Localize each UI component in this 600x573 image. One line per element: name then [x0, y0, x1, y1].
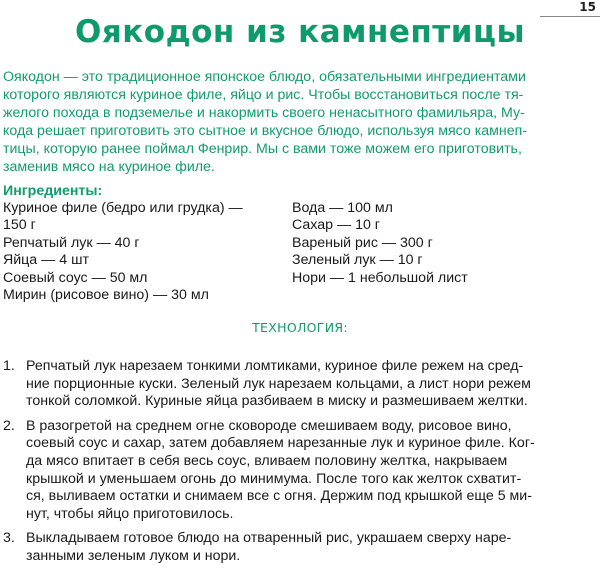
step-text [26, 530, 597, 565]
ingredients-list-left [3, 200, 243, 304]
ingredient-item: Яйца — 4 шт [3, 252, 89, 269]
step-line: занными зеленым луком и нори. [26, 547, 241, 564]
step-line: тонкой соломкой. Куриные яйца разбиваем в миску и размешиваем желтки. [26, 393, 528, 410]
step-line: Репчатый лук нарезаем тонкими ломтиками, куриное филе режем на сред- [26, 358, 524, 374]
intro-paragraph [3, 68, 597, 176]
step-number: 2. [3, 417, 15, 434]
step-item [3, 358, 597, 411]
ingredient-item: Мирин (рисовое вино) — 30 мл [3, 287, 209, 304]
technology-heading: ТЕХНОЛОГИЯ: [252, 320, 348, 335]
step-line: В разогретой на среднем огне сковороде смешиваем воду, рисовое вино, [26, 417, 512, 434]
intro-line: кода решает приготовить это сытное и вкусное блюдо, используя мясо камнеп- [3, 123, 528, 139]
ingredient-item: 150 г [3, 217, 36, 234]
intro-line: желого похода в подземелье и накормить своего ненасытного фамильяра, Му- [3, 105, 525, 121]
ingredient-item: Куриное филе (бедро или грудка) — [3, 200, 243, 216]
intro-line: тицы, которую ранее поймал Фенрир. Мы с вами тоже можем его приготовить, [3, 141, 522, 157]
ingredient-item: Вода — 100 мл [292, 200, 393, 216]
step-line: нут, чтобы яйцо приготовилось. [26, 505, 234, 522]
step-line: ся, выливаем остатки и снимаем все с огня. Держим под крышкой еще 5 ми- [26, 488, 532, 505]
page-title: Оякодон из камнептицы [74, 14, 526, 50]
step-line: Выкладываем готовое блюдо на отваренный рис, украшаем сверху наре- [26, 530, 512, 547]
ingredient-item: Репчатый лук — 40 г [3, 234, 140, 251]
intro-line: которого являются куриное филе, яйцо и рис. Чтобы восстановиться после тя- [3, 87, 524, 103]
page-number: 15 [579, 0, 596, 14]
step-text [26, 358, 597, 411]
intro-line: Оякодон — это традиционное японское блюдо, обязательными ингредиентами [3, 69, 526, 85]
ingredients-heading: Ингредиенты: [3, 183, 103, 199]
step-number: 1. [3, 358, 15, 374]
step-line: соевый соус и сахар, затем добавляем нарезанные лук и куриное филе. Ког- [26, 435, 535, 452]
ingredient-item: Вареный рис — 300 г [292, 234, 433, 251]
ingredients-list-right [292, 200, 468, 287]
step-item [3, 530, 597, 565]
ingredient-item: Зеленый лук — 10 г [292, 252, 423, 269]
intro-line: заменив мясо на куриное филе. [3, 159, 215, 175]
step-line: ние порционные куски. Зеленый лук нарезаем кольцами, а лист нори режем [26, 375, 531, 392]
ingredient-item: Нори — 1 небольшой лист [292, 269, 468, 286]
step-number: 3. [3, 530, 15, 547]
ingredient-item: Сахар — 10 г [292, 217, 380, 234]
step-line: крышкой и уменьшаем огонь до минимума. После того как желток схватит- [26, 470, 522, 487]
step-line: да мясо впитает в себя весь соус, вливаем половину желтка, накрываем [26, 452, 508, 469]
steps-list [3, 358, 597, 573]
step-item [3, 418, 597, 524]
ingredient-item: Соевый соус — 50 мл [3, 269, 148, 286]
step-text [26, 418, 597, 524]
